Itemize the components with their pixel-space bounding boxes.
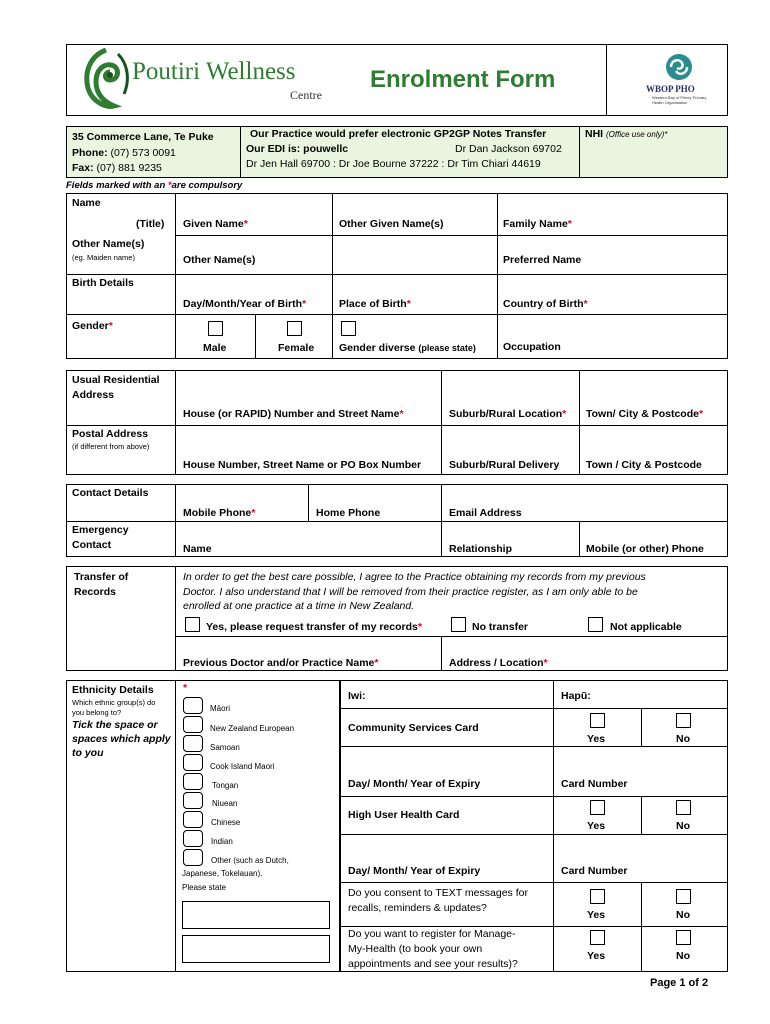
home-phone-field[interactable]: Home Phone	[316, 507, 381, 519]
logo-name: Poutiri Wellness	[132, 58, 296, 85]
text-consent-label: Do you consent to TEXT messages for recalls, reminders & updates?	[348, 887, 528, 914]
previous-address-field[interactable]: Address / Location*	[449, 657, 548, 669]
contact-heading: Contact Details	[72, 487, 149, 499]
hapu-field[interactable]: Hapū:	[561, 690, 591, 702]
ethnicity-label-samoan: Samoan	[210, 743, 240, 752]
other-names-eg: (eg. Maiden name)	[72, 253, 135, 262]
mmh-no-label: No	[676, 950, 690, 962]
ethnicity-label-nz-european: New Zealand European	[210, 724, 295, 733]
practice-address: 35 Commerce Lane, Te Puke	[72, 131, 214, 143]
postal-address-heading: Postal Address	[72, 428, 149, 440]
transfer-consent-text: In order to get the best care possible, I agree to the Practice obtaining my records from my previous Doctor. I also understand that I will be removed from their practice register, as I am only able to be enrolled at one practice at a time in New Zealand.	[183, 571, 646, 612]
no-transfer-label: No transfer	[472, 621, 529, 633]
ethnicity-sub: Which ethnic group(s) do you belong to?	[72, 698, 156, 717]
ethnicity-checkbox-nz-european[interactable]	[183, 716, 203, 733]
male-label: Male	[203, 342, 227, 354]
emergency-mobile-field[interactable]: Mobile (or other) Phone	[586, 543, 704, 555]
ethnicity-checkbox-samoan[interactable]	[183, 735, 203, 752]
nhi-field: NHI (Office use only)*	[585, 128, 668, 140]
postal-suburb-field[interactable]: Suburb/Rural Delivery	[449, 459, 560, 471]
wbop-pho-logo	[640, 52, 720, 110]
page-title: Enrolment Form	[370, 66, 556, 93]
gender-diverse-label: Gender diverse (please state)	[339, 342, 476, 354]
emergency-heading: Emergency Contact	[72, 524, 129, 551]
not-applicable-label: Not applicable	[610, 621, 682, 633]
birth-heading: Birth Details	[72, 277, 134, 289]
gender-heading: Gender*	[72, 320, 113, 332]
compulsory-note: Fields marked with an *are compulsory	[66, 180, 243, 191]
town-field[interactable]: Town/ City & Postcode*	[586, 408, 704, 420]
ethnicity-checkbox-chinese[interactable]	[183, 811, 203, 828]
title-field[interactable]: (Title)	[136, 218, 165, 230]
postal-address-note: (if different from above)	[72, 442, 150, 451]
poutiri-logo	[80, 48, 340, 112]
transfer-heading: Transfer of Records	[74, 571, 129, 598]
csc-card-number-field[interactable]: Card Number	[561, 778, 628, 790]
mobile-phone-field[interactable]: Mobile Phone*	[183, 507, 256, 519]
ethnicity-checkbox-tongan[interactable]	[183, 773, 203, 790]
text-no-label: No	[676, 909, 690, 921]
name-heading: Name	[72, 197, 101, 209]
csc-expiry-field[interactable]: Day/ Month/ Year of Expiry	[348, 778, 481, 790]
dob-field[interactable]: Day/Month/Year of Birth*	[183, 298, 307, 310]
huhc-label: High User Health Card	[348, 809, 460, 821]
family-name-field[interactable]: Family Name*	[503, 218, 572, 230]
ethnicity-checkbox-other[interactable]	[183, 849, 203, 866]
ethnicity-label-maori: Māori	[210, 704, 231, 713]
preferred-name-field[interactable]: Preferred Name	[503, 254, 582, 266]
ethnicity-label-cook-island: Cook Island Maori	[210, 762, 275, 771]
usual-address-heading: Usual Residential Address	[72, 374, 160, 401]
huhc-no-checkbox[interactable]	[676, 800, 691, 815]
gender-diverse-checkbox[interactable]	[341, 321, 356, 336]
transfer-yes-checkbox[interactable]	[185, 617, 200, 632]
please-state-label: Please state	[182, 883, 227, 892]
ethnicity-checkbox-indian[interactable]	[183, 830, 203, 847]
csc-no-checkbox[interactable]	[676, 713, 691, 728]
ethnicity-checkbox-maori[interactable]	[183, 697, 203, 714]
pho-sub: Western Bay of Plenty Primary Health Organisation	[652, 95, 707, 105]
please-state-input-1[interactable]	[182, 901, 330, 929]
male-checkbox[interactable]	[208, 321, 223, 336]
ethnicity-label-chinese: Chinese	[211, 818, 241, 827]
other-names-heading: Other Name(s)	[72, 238, 145, 250]
ethnicity-label-tongan: Tongan	[212, 781, 239, 790]
ethnicity-label-niuean: Niuean	[212, 799, 238, 808]
doctors-list: Dr Jen Hall 69700 : Dr Joe Bourne 37222 : Dr Tim Chiari 44619	[246, 158, 541, 170]
pho-name: WBOP PHO	[646, 84, 695, 94]
mmh-no-checkbox[interactable]	[676, 930, 691, 945]
text-yes-label: Yes	[587, 909, 606, 921]
relationship-field[interactable]: Relationship	[449, 543, 513, 555]
huhc-no-label: No	[676, 820, 690, 832]
house-street-field[interactable]: House (or RAPID) Number and Street Name*	[183, 408, 404, 420]
csc-no-label: No	[676, 733, 690, 745]
huhc-yes-label: Yes	[587, 820, 606, 832]
ethnicity-checkbox-niuean[interactable]	[183, 792, 203, 809]
huhc-expiry-field[interactable]: Day/ Month/ Year of Expiry	[348, 865, 481, 877]
other-given-name-field[interactable]: Other Given Name(s)	[339, 218, 444, 230]
huhc-card-number-field[interactable]: Card Number	[561, 865, 628, 877]
huhc-yes-checkbox[interactable]	[590, 800, 605, 815]
email-field[interactable]: Email Address	[449, 507, 522, 519]
doctor-1: Dr Dan Jackson 69702	[455, 143, 562, 155]
transfer-yes-label: Yes, please request transfer of my records*	[206, 621, 422, 633]
text-yes-checkbox[interactable]	[590, 889, 605, 904]
female-checkbox[interactable]	[287, 321, 302, 336]
given-name-field[interactable]: Given Name*	[183, 218, 248, 230]
ethnicity-label-indian: Indian	[211, 837, 233, 846]
gp2gp-note: Our Practice would prefer electronic GP2GP Notes Transfer	[250, 128, 547, 140]
ethnicity-label-other-2: Japanese, Tokelauan).	[182, 869, 263, 878]
practice-phone: Phone: (07) 573 0091	[72, 147, 176, 159]
postal-town-field[interactable]: Town / City & Postcode	[586, 459, 702, 471]
page-number: Page 1 of 2	[650, 977, 709, 989]
no-transfer-checkbox[interactable]	[451, 617, 466, 632]
cob-field[interactable]: Country of Birth*	[503, 298, 588, 310]
pob-field[interactable]: Place of Birth*	[339, 298, 411, 310]
text-no-checkbox[interactable]	[676, 889, 691, 904]
practice-fax: Fax: (07) 881 9235	[72, 162, 162, 174]
wbop-swirl-icon	[662, 52, 696, 82]
mmh-yes-label: Yes	[587, 950, 606, 962]
emergency-name-field[interactable]: Name	[183, 543, 212, 555]
mmh-yes-checkbox[interactable]	[590, 930, 605, 945]
ethnicity-checkbox-cook-island[interactable]	[183, 754, 203, 771]
suburb-field[interactable]: Suburb/Rural Location*	[449, 408, 567, 420]
mmh-consent-label: Do you want to register for Manage- My-Health (to book your own appointments and see your results)?	[348, 928, 518, 970]
ethnicity-required-star: *	[183, 682, 188, 694]
ethnicity-tick-note: Tick the space or spaces which apply to you	[72, 719, 171, 759]
occupation-field[interactable]: Occupation	[503, 341, 561, 353]
please-state-input-2[interactable]	[182, 935, 330, 963]
not-applicable-checkbox[interactable]	[588, 617, 603, 632]
csc-label: Community Services Card	[348, 722, 479, 734]
female-label: Female	[278, 342, 315, 354]
previous-doctor-field[interactable]: Previous Doctor and/or Practice Name*	[183, 657, 379, 669]
csc-yes-checkbox[interactable]	[590, 713, 605, 728]
koru-logo-icon	[80, 48, 132, 110]
other-names-field[interactable]: Other Name(s)	[183, 254, 256, 266]
logo-sub: Centre	[290, 88, 322, 102]
ethnicity-heading: Ethnicity Details	[72, 684, 154, 696]
ethnicity-label-other: Other (such as Dutch,	[211, 856, 289, 865]
csc-yes-label: Yes	[587, 733, 606, 745]
edi-note: Our EDI is: pouwellc	[246, 143, 349, 155]
iwi-field[interactable]: Iwi:	[348, 690, 366, 702]
postal-house-field[interactable]: House Number, Street Name or PO Box Number	[183, 459, 422, 471]
